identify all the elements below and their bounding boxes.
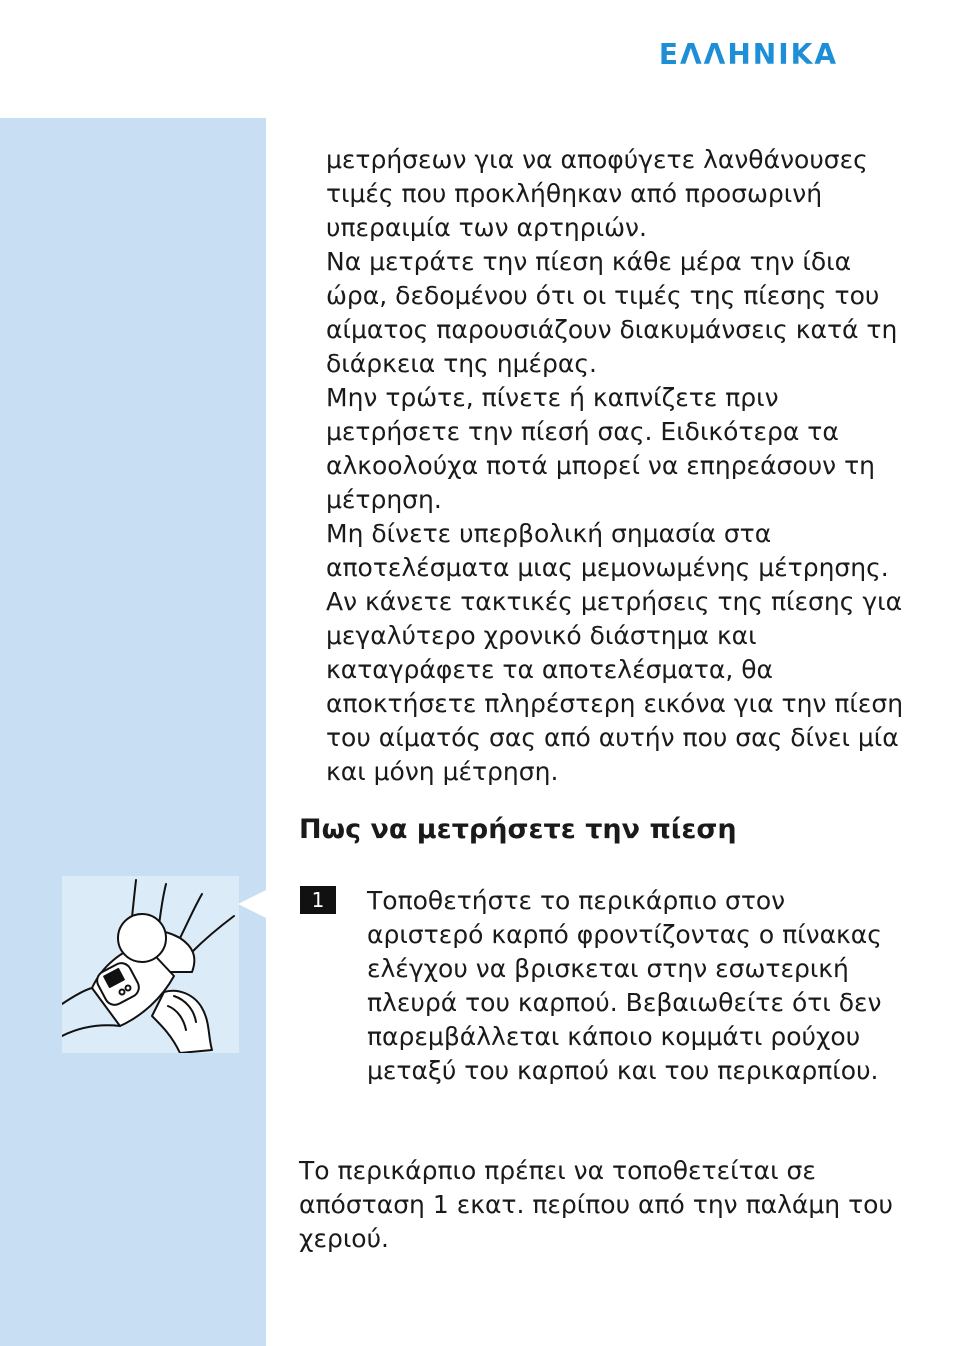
note-text: Το περικάρπιο πρέπει να τοποθετείται σε απόσταση 1 εκατ. περίπου από την παλάμη του χεριού.: [299, 1156, 893, 1253]
wrist-monitor-illustration: [62, 876, 239, 1053]
language-label: ΕΛΛΗΝΙΚΑ: [658, 38, 838, 71]
wrist-monitor-drawing: [62, 876, 239, 1053]
step-number-badge: 1: [300, 886, 336, 914]
step-text: Τοποθετήστε το περικάρπιο στον αριστερό καρπό φροντίζοντας ο πίνακας ελέγχου να βρισκεται στην εσωτερική πλευρά του καρπού. Βεβαιωθείτε ότι δεν παρεμβάλλεται κάποιο κομμάτι ρούχου μεταξύ του καρπού και του περικαρπίου.: [367, 886, 882, 1085]
section-title: Πως να μετρήσετε την πίεση: [299, 814, 737, 845]
paragraph: Να μετράτε την πίεση κάθε μέρα την ίδια ώρα, δεδομένου ότι οι τιμές της πίεσης του αίματος παρουσιάζουν διακυμάνσεις κατά τη διάρκεια της ημέρας.: [326, 247, 898, 378]
paragraph: Μην τρώτε, πίνετε ή καπνίζετε πριν μετρήσετε την πίεσή σας. Ειδικότερα τα αλκοολούχα ποτά μπορεί να επηρεάσουν τη μέτρηση.: [326, 383, 875, 514]
continued-text: [326, 143, 906, 789]
illustration-pointer: [238, 890, 266, 918]
paragraph: μετρήσεων για να αποφύγετε λανθάνουσες τιμές που προκλήθηκαν από προσωρινή υπεραιμία των αρτηριών.: [326, 145, 868, 242]
sidebar-band: [0, 118, 266, 1346]
paragraph: Μη δίνετε υπερβολική σημασία στα αποτελέσματα μιας μεμονωμένης μέτρησης. Αν κάνετε τακτικές μετρήσεις της πίεσης για μεγαλύτερο χρονικό διάστημα και καταγράφετε τα αποτελέσματα, θα αποκτήσετε πληρέστερη εικόνα για την πίεση του αίματός σας από αυτήν που σας δίνει μία και μόνη μέτρηση.: [326, 519, 904, 786]
